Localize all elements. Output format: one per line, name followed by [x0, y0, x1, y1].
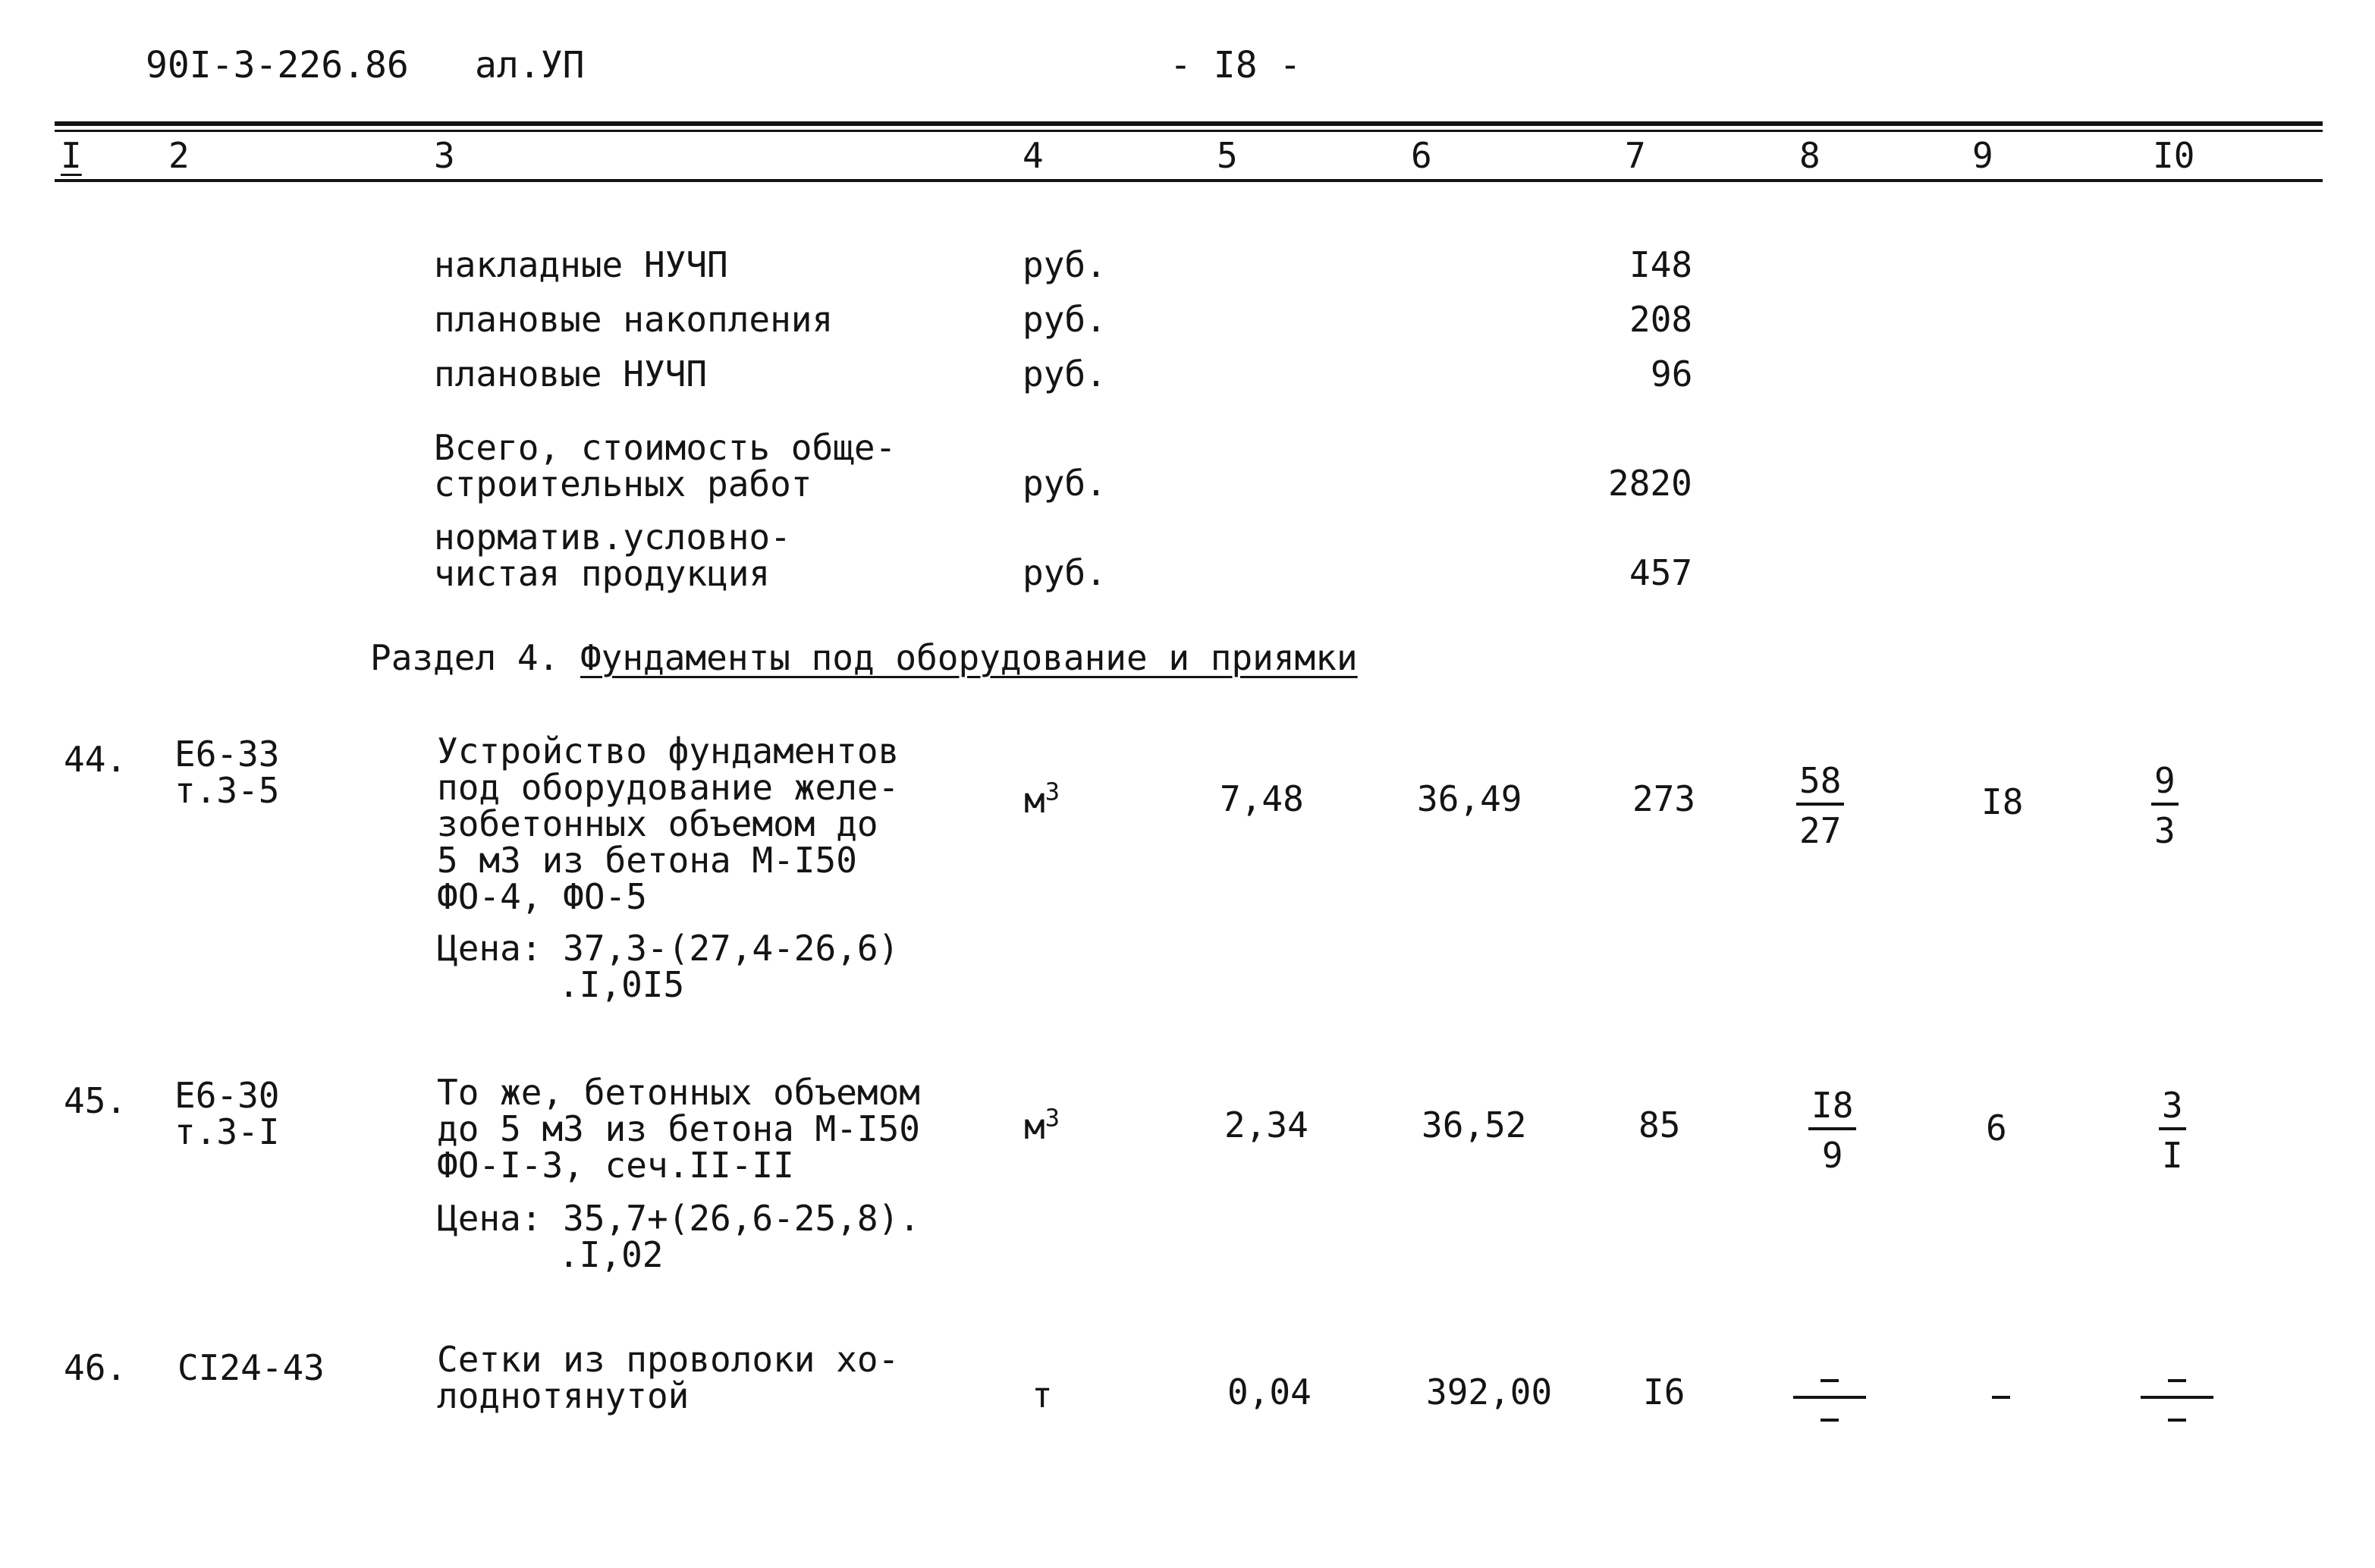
fraction-denominator: 27: [1799, 810, 1842, 851]
row-code: [174, 736, 279, 809]
row-col10-fraction: [2151, 760, 2179, 851]
row-code: [174, 1077, 279, 1150]
row-description-line: лоднотянутой: [437, 1375, 690, 1416]
row-description: [437, 733, 899, 915]
row-quantity: 7,48: [1220, 778, 1304, 819]
fraction-numerator: 3: [2159, 1088, 2186, 1130]
row-price-formula: [437, 1200, 920, 1273]
row-col8-fraction: [1796, 760, 1844, 851]
row-quantity: 2,34: [1224, 1105, 1308, 1145]
row-price-line: .I,0I5: [558, 964, 685, 1005]
row-code: СI24-43: [177, 1347, 325, 1388]
fraction-numerator: 58: [1796, 763, 1844, 806]
cost-label: накладные НУЧП: [434, 244, 728, 285]
row-total: 273: [1632, 778, 1696, 819]
total-label-line: норматив.условно-: [434, 517, 791, 558]
row-description-line: под оборудование желе-: [437, 767, 900, 808]
total-unit: руб.: [1023, 552, 1107, 593]
row-number: 46.: [64, 1347, 127, 1388]
column-header-7: 7: [1625, 135, 1646, 176]
cost-unit: руб.: [1023, 244, 1107, 285]
total-label: [434, 429, 896, 502]
cost-value: I48: [1629, 244, 1693, 285]
row-price-line: Цена: 35,7+(26,6-25,8).: [437, 1198, 920, 1239]
column-header-5: 5: [1217, 135, 1238, 176]
cost-label: плановые накопления: [434, 299, 834, 340]
row-price-formula: [437, 930, 899, 1003]
row-unit: [1024, 1103, 1060, 1147]
cost-unit: руб.: [1023, 299, 1107, 340]
row-unit: т: [1032, 1375, 1053, 1416]
row-code-line: т.3-5: [174, 770, 280, 811]
row-col10-fraction: [2159, 1085, 2186, 1176]
row-unit-base: м: [1024, 780, 1045, 821]
header-bottom-rule: [55, 179, 2323, 182]
row-code-line: Е6-33: [174, 734, 280, 775]
row-col9: 6: [1986, 1108, 2007, 1149]
row-code-line: Е6-30: [174, 1075, 280, 1116]
row-number: 45.: [64, 1080, 127, 1121]
section-prefix: Раздел 4.: [370, 637, 560, 678]
column-header-6: 6: [1411, 135, 1432, 176]
row-unit: [1024, 777, 1060, 821]
column-header-9: 9: [1972, 135, 1993, 176]
row-description-line: 5 м3 из бетона М-I50: [437, 840, 857, 881]
cost-unit: руб.: [1023, 354, 1107, 394]
section-title: Фундаменты под оборудование и приямки: [580, 637, 1358, 678]
section-heading: [370, 637, 1358, 678]
fraction-denominator: I: [2162, 1135, 2183, 1176]
row-unit-base: м: [1024, 1106, 1045, 1147]
row-description: [437, 1072, 920, 1186]
top-rule-thick: [55, 121, 2323, 126]
row-col8-fraction: [1808, 1085, 1856, 1176]
row-col10-empty-fraction: [2141, 1368, 2213, 1429]
row-col9-dash: [1992, 1396, 2010, 1399]
row-col8-empty-fraction: [1793, 1368, 1866, 1429]
row-description-line: зобетонных объемом до: [437, 803, 878, 844]
fraction-numerator: 9: [2151, 763, 2179, 806]
fraction-denominator: 9: [1821, 1135, 1843, 1176]
cost-label: плановые НУЧП: [434, 354, 708, 394]
total-value: 457: [1629, 552, 1693, 593]
total-value: 2820: [1608, 463, 1692, 504]
row-description-line: ФО-I-3, сеч.II-II: [437, 1145, 794, 1186]
row-price-line: Цена: 37,3-(27,4-26,6): [437, 928, 900, 969]
cost-value: 208: [1629, 299, 1693, 340]
column-header-4: 4: [1023, 135, 1044, 176]
fraction-denominator: 3: [2154, 810, 2176, 851]
row-description-line: до 5 м3 из бетона М-I50: [437, 1108, 920, 1149]
total-label-line: строительных работ: [434, 463, 812, 504]
column-header-3: 3: [434, 135, 455, 176]
row-unit-price: 392,00: [1426, 1372, 1553, 1412]
row-code-line: т.3-I: [174, 1111, 280, 1152]
row-description: [437, 1341, 899, 1414]
total-label-line: чистая продукция: [434, 553, 771, 594]
total-label-line: Всего, стоимость обще-: [434, 427, 897, 468]
row-col9: I8: [1981, 781, 2024, 822]
row-price-line: .I,02: [558, 1234, 664, 1275]
row-unit-sup: 3: [1045, 777, 1060, 806]
row-total: I6: [1643, 1372, 1685, 1412]
column-header-1: I: [61, 135, 82, 176]
row-number: 44.: [64, 739, 127, 780]
row-description-line: Сетки из проволоки хо-: [437, 1339, 900, 1380]
row-description-line: Устройство фундаментов: [437, 731, 900, 771]
column-header-8: 8: [1799, 135, 1821, 176]
row-unit-price: 36,52: [1422, 1105, 1527, 1145]
cost-value: 96: [1651, 354, 1693, 394]
top-rule-thin: [55, 130, 2323, 132]
total-unit: руб.: [1023, 463, 1107, 504]
row-quantity: 0,04: [1227, 1372, 1312, 1412]
column-header-2: 2: [168, 135, 190, 176]
row-unit-price: 36,49: [1417, 778, 1522, 819]
total-label: [434, 519, 791, 592]
row-unit-sup: 3: [1045, 1103, 1060, 1133]
column-header-10: I0: [2153, 135, 2195, 176]
page-number: - I8 -: [1170, 44, 1302, 86]
album-label: ал.УП: [475, 44, 585, 86]
row-description-line: То же, бетонных объемом: [437, 1072, 920, 1113]
row-description-line: ФО-4, ФО-5: [437, 876, 647, 917]
row-total: 85: [1638, 1105, 1681, 1145]
doc-code: 90I-3-226.86: [146, 44, 409, 86]
fraction-numerator: I8: [1808, 1088, 1856, 1130]
